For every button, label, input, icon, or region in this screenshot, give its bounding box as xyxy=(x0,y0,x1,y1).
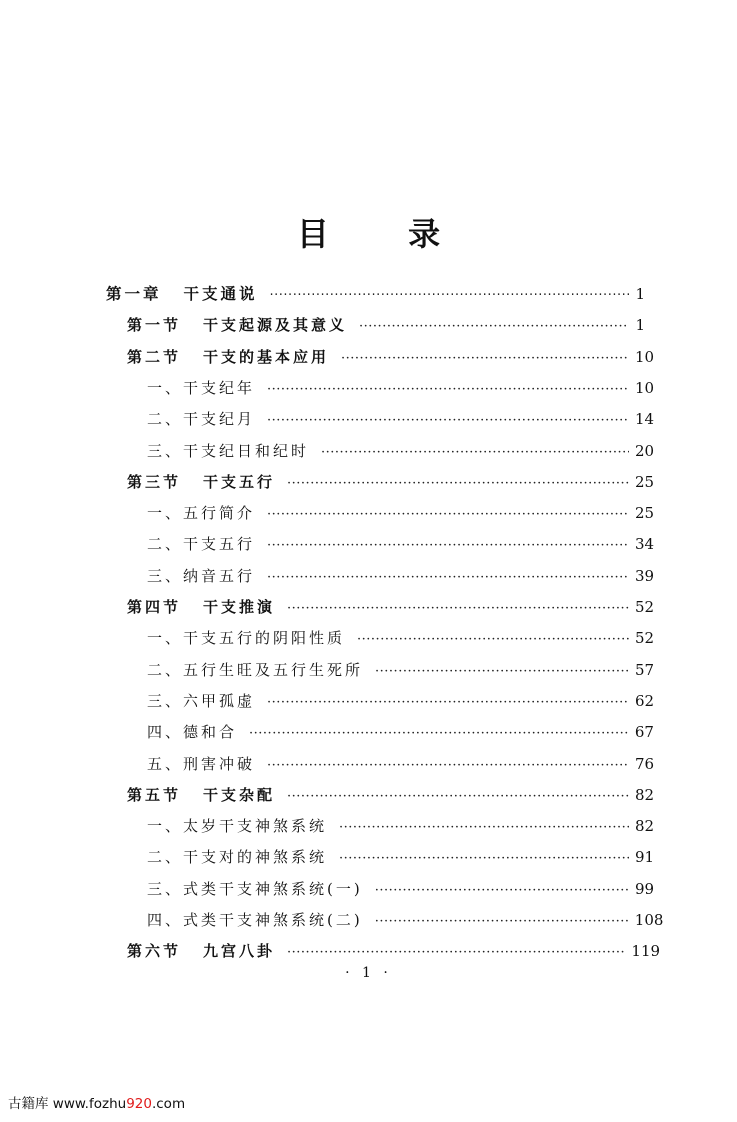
toc-entry-title: 干支五行 xyxy=(203,472,276,491)
toc-entry-title: 干支对的神煞系统 xyxy=(183,848,328,867)
toc-entry-page: 25 xyxy=(635,504,655,523)
toc-entry-page: 52 xyxy=(635,629,655,648)
toc-entry[interactable] xyxy=(127,937,661,965)
toc-entry[interactable] xyxy=(147,374,655,402)
toc-entry-label xyxy=(147,374,255,402)
toc-entry-label xyxy=(147,687,255,715)
toc-entry-number: 第三节 xyxy=(127,472,182,491)
dot-leader xyxy=(287,783,629,811)
dot-leader xyxy=(249,720,629,748)
toc-entry-label xyxy=(127,468,275,496)
toc-entry-page: 108 xyxy=(634,911,664,929)
toc-entry[interactable] xyxy=(147,499,655,527)
toc-entry-page: 34 xyxy=(635,535,655,554)
toc-entry-page: 76 xyxy=(635,754,655,773)
toc-entry-number: 一、 xyxy=(147,817,184,836)
toc-entry-label xyxy=(147,405,255,433)
dot-leader xyxy=(267,564,629,592)
toc-entry-number: 第六节 xyxy=(127,942,182,961)
toc-entry-number: 二、 xyxy=(147,535,184,554)
toc-entry[interactable] xyxy=(147,530,655,558)
toc-entry-title: 干支纪月 xyxy=(183,410,256,429)
toc-entry-number: 二、 xyxy=(147,848,184,867)
toc-entry-title: 干支纪年 xyxy=(183,378,256,397)
dot-leader xyxy=(267,407,629,435)
toc-entry-page: 62 xyxy=(635,691,655,710)
dot-leader xyxy=(270,282,629,310)
toc-entry[interactable] xyxy=(147,875,655,903)
toc-entry-label xyxy=(147,906,363,934)
toc-entry-title: 六甲孤虚 xyxy=(183,691,256,710)
toc-entry[interactable] xyxy=(147,656,655,684)
toc-entry-title: 刑害冲破 xyxy=(183,754,256,773)
toc-entry-title: 纳音五行 xyxy=(183,566,256,585)
toc-entry-page: 20 xyxy=(635,441,655,460)
toc-entry-page: 52 xyxy=(635,598,655,616)
toc-entry-number: 三、 xyxy=(147,441,184,460)
watermark-highlight: 920 xyxy=(126,1096,152,1112)
toc-entry-page: 1 xyxy=(635,285,645,303)
toc-entry-number: 第五节 xyxy=(127,785,182,804)
toc-entry-page: 91 xyxy=(635,848,655,867)
toc-entry-label xyxy=(147,562,255,590)
toc-entry-title: 干支的基本应用 xyxy=(203,347,330,366)
toc-entry-label xyxy=(127,343,329,371)
toc-entry[interactable] xyxy=(127,343,655,371)
toc-entry[interactable] xyxy=(147,624,655,652)
dot-leader xyxy=(267,689,629,717)
toc-entry-label xyxy=(147,656,363,684)
toc-entry-label xyxy=(127,937,275,965)
dot-leader xyxy=(267,376,629,404)
dot-leader xyxy=(375,877,629,905)
toc-entry-title: 式类干支神煞系统(一) xyxy=(183,879,363,898)
page-title: 目 录 xyxy=(296,215,475,253)
toc-entry[interactable] xyxy=(147,687,655,715)
toc-entry-number: 三、 xyxy=(147,566,184,585)
dot-leader xyxy=(267,532,629,560)
page-number: · 1 · xyxy=(345,965,392,981)
toc-entry-label xyxy=(147,875,363,903)
toc-entry-page: 67 xyxy=(634,723,654,742)
toc-entry-label xyxy=(127,781,275,809)
toc-entry-title: 干支纪日和纪时 xyxy=(183,441,310,460)
watermark-suffix: .com xyxy=(151,1096,186,1112)
toc-entry-number: 第二节 xyxy=(127,347,182,366)
toc-entry-label xyxy=(147,812,327,840)
toc-entry-title: 五行简介 xyxy=(183,504,256,523)
dot-leader xyxy=(357,626,629,654)
toc-entry-label xyxy=(147,499,255,527)
toc-entry-page: 82 xyxy=(635,785,655,804)
toc-entry[interactable] xyxy=(147,718,654,746)
toc-entry[interactable] xyxy=(106,280,645,308)
toc-entry-number: 三、 xyxy=(147,691,184,710)
toc-entry-label xyxy=(147,718,237,746)
toc-entry-title: 干支五行的阴阳性质 xyxy=(183,629,346,648)
toc-entry-title: 干支起源及其意义 xyxy=(203,316,348,335)
toc-entry-page: 1 xyxy=(635,316,645,335)
watermark-prefix: 古籍库 www.fozhu xyxy=(8,1096,127,1112)
toc-entry-number: 四、 xyxy=(147,723,184,742)
toc-entry[interactable] xyxy=(127,468,655,496)
toc-entry[interactable] xyxy=(147,812,655,840)
toc-entry-page: 99 xyxy=(635,879,655,898)
dot-leader xyxy=(287,470,629,498)
toc-entry[interactable] xyxy=(147,437,655,465)
toc-entry-page: 10 xyxy=(635,347,655,366)
dot-leader xyxy=(287,595,629,623)
toc-entry-number: 第一节 xyxy=(127,316,182,335)
dot-leader xyxy=(359,313,629,341)
watermark xyxy=(8,1092,185,1112)
toc-entry[interactable] xyxy=(147,843,655,871)
toc-entry-label xyxy=(147,624,345,652)
toc-entry-page: 25 xyxy=(635,472,655,491)
toc-entry-label xyxy=(106,280,258,308)
toc-entry-title: 式类干支神煞系统(二) xyxy=(183,911,363,929)
toc-entry-title: 九宫八卦 xyxy=(203,942,276,961)
toc-entry-number: 五、 xyxy=(147,754,184,773)
dot-leader xyxy=(267,501,629,529)
toc-entry-number: 一、 xyxy=(147,504,184,523)
toc-entry-label xyxy=(127,593,275,621)
dot-leader xyxy=(287,939,625,967)
toc-entry-page: 14 xyxy=(635,410,655,429)
toc-entry-number: 第四节 xyxy=(127,598,182,616)
dot-leader xyxy=(339,814,629,842)
dot-leader xyxy=(375,658,629,686)
dot-leader xyxy=(267,752,629,780)
toc-entry-number: 二、 xyxy=(147,660,184,679)
toc-entry-number: 一、 xyxy=(147,378,184,397)
toc-entry[interactable] xyxy=(127,311,645,339)
dot-leader xyxy=(375,908,629,936)
toc-entry-page: 10 xyxy=(635,378,655,397)
toc-entry[interactable] xyxy=(127,593,655,621)
toc-entry-number: 一、 xyxy=(147,629,184,648)
toc-entry-title: 干支五行 xyxy=(183,535,256,554)
toc-entry-title: 干支杂配 xyxy=(203,785,276,804)
toc-entry-number: 第一章 xyxy=(106,285,162,303)
toc-entry[interactable] xyxy=(147,405,655,433)
toc-entry-label xyxy=(147,843,327,871)
toc-entry[interactable] xyxy=(147,906,664,934)
toc-entry-title: 五行生旺及五行生死所 xyxy=(183,660,364,679)
toc-entry-title: 太岁干支神煞系统 xyxy=(183,817,328,836)
toc-entry-page: 119 xyxy=(631,942,661,961)
toc-entry-number: 四、 xyxy=(147,911,184,929)
toc-entry-label xyxy=(147,530,255,558)
toc-entry-label xyxy=(127,311,347,339)
dot-leader xyxy=(341,345,629,373)
toc-entry-title: 干支推演 xyxy=(203,598,276,616)
toc-entry[interactable] xyxy=(147,562,655,590)
toc-entry-label xyxy=(147,750,255,778)
toc-entry-page: 39 xyxy=(635,566,655,585)
toc-entry-number: 三、 xyxy=(147,879,184,898)
toc-entry-title: 干支通说 xyxy=(183,285,258,303)
toc-entry-number: 二、 xyxy=(147,410,184,429)
toc-entry-label xyxy=(147,437,309,465)
toc-entry-page: 82 xyxy=(635,817,655,836)
toc-entry-title: 德和合 xyxy=(183,723,238,742)
dot-leader xyxy=(321,439,629,467)
toc-entry[interactable] xyxy=(147,750,655,778)
toc-entry-page: 57 xyxy=(635,660,655,679)
toc-entry[interactable] xyxy=(127,781,655,809)
dot-leader xyxy=(339,845,629,873)
